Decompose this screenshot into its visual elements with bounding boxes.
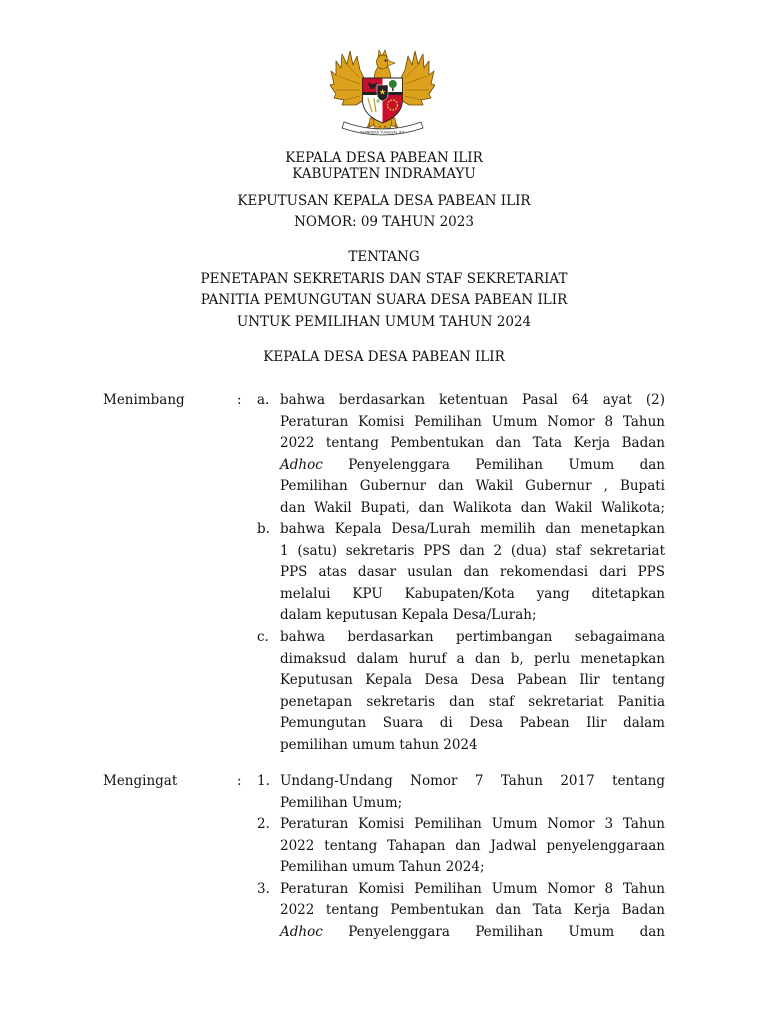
text-line [280,922,665,944]
text-line: 1 (satu) sekretaris PPS dan 2 (dua) staf sekretariat [280,542,665,559]
label-colon: : [237,392,242,408]
text-line: Undang-Undang Nomor 7 Tahun 2017 tentang [280,773,665,789]
considering-list [257,390,665,756]
recalling-item-3 [257,879,665,944]
italic-term: Adhoc [280,923,323,940]
beak [387,60,395,66]
text-segment: Penyelenggara Pemilihan Umum dan [348,923,665,940]
text-line: dan Wakil Bupati, dan Walikota dan Wakil Walikota; [280,499,665,516]
issuer-title: KEPALA DESA DESA PABEAN ILIR [263,349,505,365]
text-line: melalui KPU Kabupaten/Kota yang ditetapkan [280,585,665,602]
considering-item-c [257,627,665,756]
text-line: PPS atas dasar usulan dan rekomendasi dari PPS [280,564,665,581]
item-marker: 2. [257,816,270,833]
text-line: 2022 tentang Pembentukan dan Tata Kerja Badan [280,435,665,452]
text-line: pemilihan umum tahun 2024 [280,736,478,753]
subject-line: UNTUK PEMILIHAN UMUM TAHUN 2024 [236,314,532,330]
text-segment: Penyelenggara Pemilihan Umum dan [348,456,665,473]
recalling-item-2 [257,814,665,879]
recalling-label: Mengingat [103,773,178,789]
text-line: Pemilihan Gubernur dan Wakil Gubernur , Bupati [280,478,665,495]
text-line: Keputusan Kepala Desa Desa Pabean Ilir tentang [280,672,665,689]
decree-number: NOMOR: 09 TAHUN 2023 [294,214,474,230]
left-wing [330,51,366,105]
item-marker: c. [257,629,269,646]
subject-label: TENTANG [348,249,420,265]
text-line: bahwa berdasarkan pertimbangan sebagaimana [280,629,665,646]
head [377,55,389,69]
item-marker: b. [257,521,270,538]
text-line: bahwa berdasarkan ketentuan Pasal 64 ayat (2) [280,392,665,408]
text-line: penetapan sekretaris dan staf sekretariat Panitia [280,693,665,710]
decree-title: KEPUTUSAN KEPALA DESA PABEAN ILIR [237,193,531,209]
text-line: Pemilihan Umum; [280,794,403,811]
label-colon: : [237,773,242,789]
text-line: Peraturan Komisi Pemilihan Umum Nomor 8 Tahun [280,880,665,897]
text-line: 2022 tentang Tahapan dan Jadwal penyelenggaraan [280,837,665,854]
text-line: Pemungutan Suara di Desa Pabean Ilir dalam [280,715,665,732]
text-line: bahwa Kepala Desa/Lurah memilih dan menetapkan [280,521,665,538]
recalling-list [257,771,665,943]
item-marker: a. [257,392,270,408]
motto-text: BHINNEKA TUNGGAL IKA [360,130,405,135]
subject-line: PENETAPAN SEKRETARIS DAN STAF SEKRETARIAT [200,271,568,287]
text-line [280,455,665,477]
text-line: Peraturan Komisi Pemilihan Umum Nomor 3 Tahun [280,816,665,833]
text-line: dimaksud dalam huruf a dan b, perlu menetapkan [280,650,665,667]
garuda-pancasila-emblem [330,48,435,140]
considering-item-a [257,390,665,519]
italic-term: Adhoc [280,456,323,473]
text-line: Pemilihan umum Tahun 2024; [280,859,485,876]
issuing-office: KEPALA DESA PABEAN ILIR [285,150,483,166]
text-line: 2022 tentang Pembentukan dan Tata Kerja Badan [280,902,665,919]
text-line: dalam keputusan Kepala Desa/Lurah; [280,607,537,624]
item-marker: 1. [257,773,270,789]
recalling-item-1 [257,771,665,814]
item-marker: 3. [257,880,270,897]
regency-name: KABUPATEN INDRAMAYU [292,166,476,182]
text-line: Peraturan Komisi Pemilihan Umum Nomor 8 Tahun [280,413,665,430]
subject-line: PANITIA PEMUNGUTAN SUARA DESA PABEAN ILIR [200,292,568,308]
considering-label: Menimbang [103,392,185,408]
right-wing [399,51,435,105]
considering-item-b [257,519,665,627]
